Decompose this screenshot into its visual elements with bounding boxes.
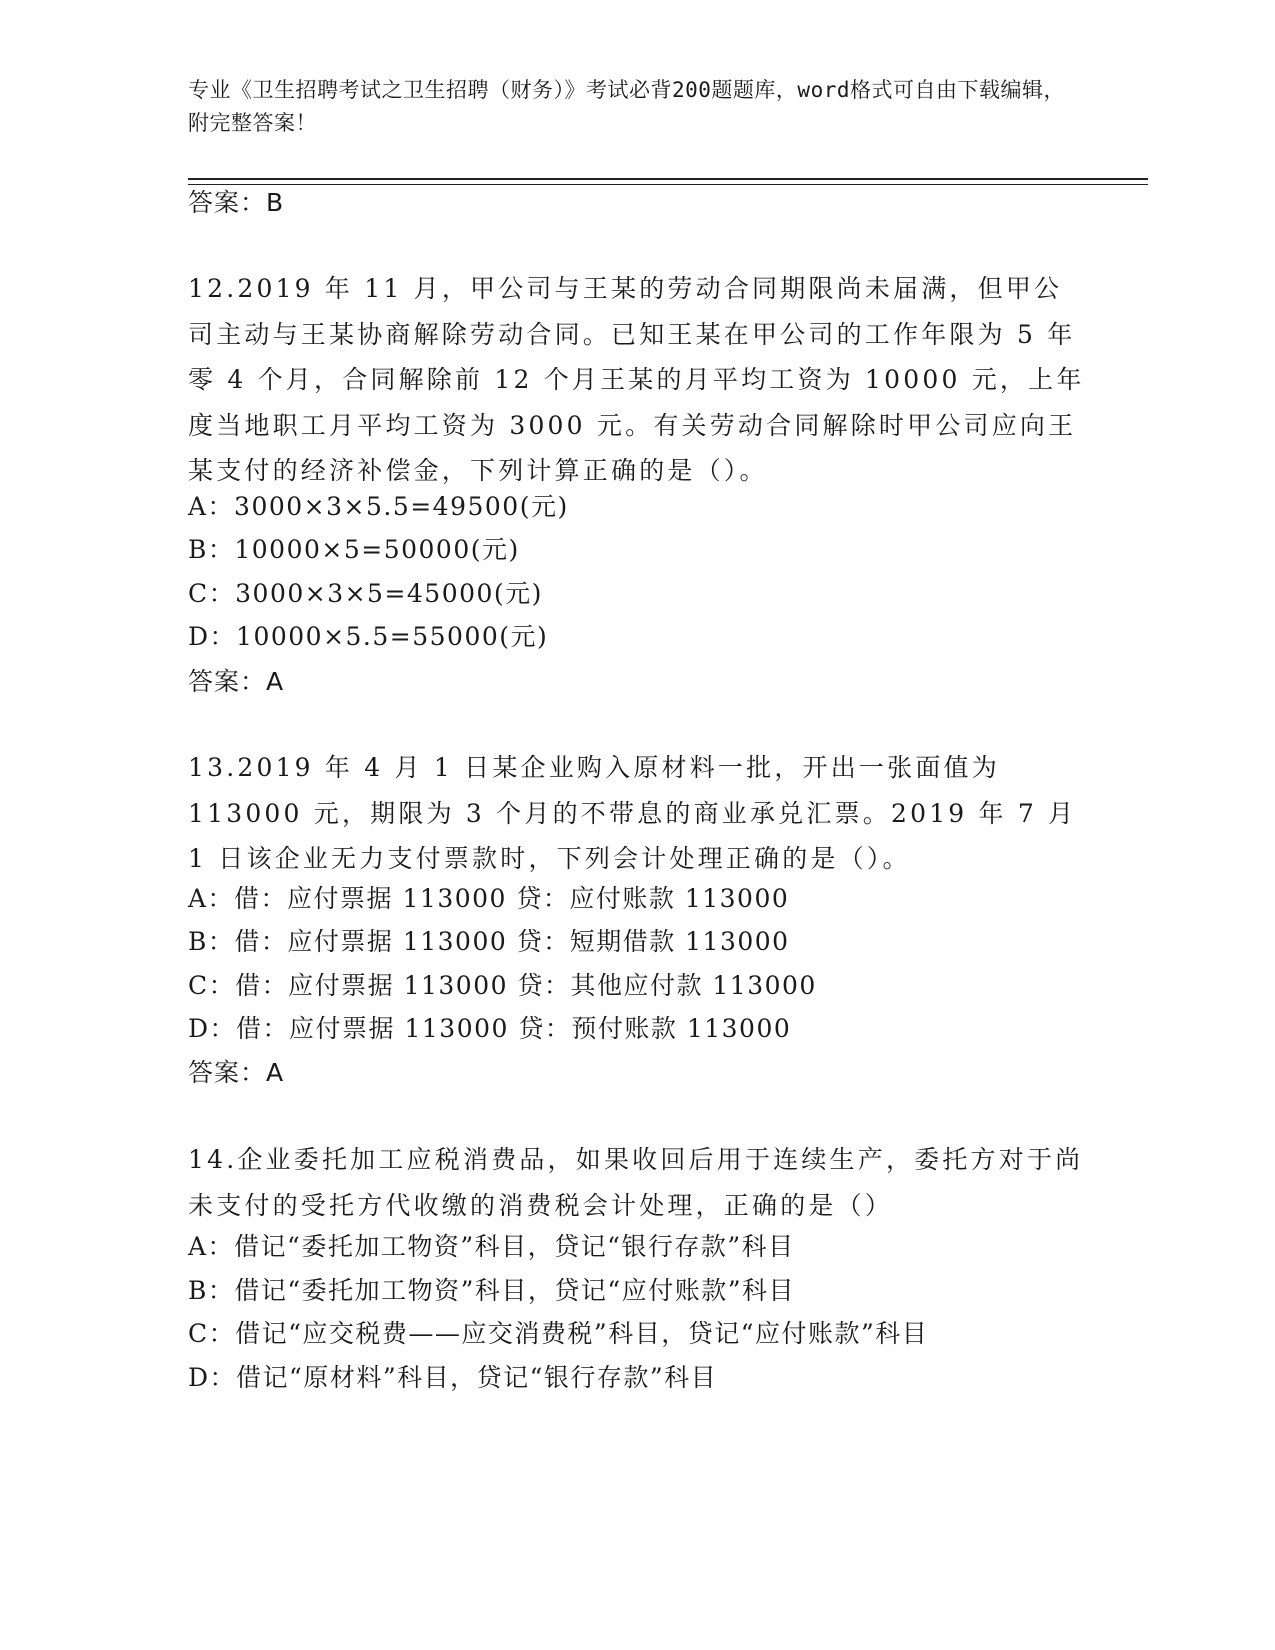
previous-answer: 答案：B <box>188 188 285 217</box>
question-12-option-a: A：3000×3×5.5=49500(元) <box>188 492 569 521</box>
question-14-option-d: D：借记“原材料”科目，贷记“银行存款”科目 <box>188 1363 718 1392</box>
header-rule-thick <box>188 178 1148 180</box>
question-14-option-b: B：借记“委托加工物资”科目，贷记“应付账款”科目 <box>188 1276 795 1305</box>
question-13-option-a: A：借：应付票据 113000 贷：应付账款 113000 <box>188 884 790 913</box>
question-14-option-c: C：借记“应交税费——应交消费税”科目，贷记“应付账款”科目 <box>188 1319 929 1348</box>
header-rule-thin <box>188 184 1148 185</box>
question-13-option-c: C：借：应付票据 113000 贷：其他应付款 113000 <box>188 971 817 1000</box>
question-13-answer: 答案：A <box>188 1058 285 1087</box>
question-12-answer: 答案：A <box>188 667 285 696</box>
question-14-text: 14.企业委托加工应税消费品，如果收回后用于连续生产，委托方对于尚未支付的受托方代收缴的消费税会计处理，正确的是（） <box>188 1145 1084 1220</box>
question-12-option-b: B：10000×5=50000(元) <box>188 535 520 564</box>
question-12-option-c: C：3000×3×5=45000(元) <box>188 579 543 608</box>
question-13-option-b: B：借：应付票据 113000 贷：短期借款 113000 <box>188 927 790 956</box>
question-12-option-d: D：10000×5.5=55000(元) <box>188 622 549 651</box>
question-14-option-a: A：借记“委托加工物资”科目，贷记“银行存款”科目 <box>188 1232 795 1261</box>
document-header-title: 专业《卫生招聘考试之卫生招聘（财务）》考试必背200题题库，word格式可自由下载编辑，附完整答案！ <box>188 78 1065 135</box>
question-13-text: 13.2019 年 4 月 1 日某企业购入原材料一批，开出一张面值为 113000 元，期限为 3 个月的不带息的商业承兑汇票。2019 年 7 月 1 日该企业无力支付票款时，下列会计处理正确的是（）。 <box>188 753 1077 873</box>
question-13-option-d: D：借：应付票据 113000 贷：预付账款 113000 <box>188 1014 792 1043</box>
question-12-text: 12.2019 年 11 月，甲公司与王某的劳动合同期限尚未届满，但甲公司主动与王某协商解除劳动合同。已知王某在甲公司的工作年限为 5 年零 4 个月，合同解除前 12 个月王某的月平均工资为 10000 元，上年度当地职工月平均工资为 3000 元。有关劳动合同解除时甲公司应向王某支付的经济补偿金，下列计算正确的是（）。 <box>188 274 1085 485</box>
